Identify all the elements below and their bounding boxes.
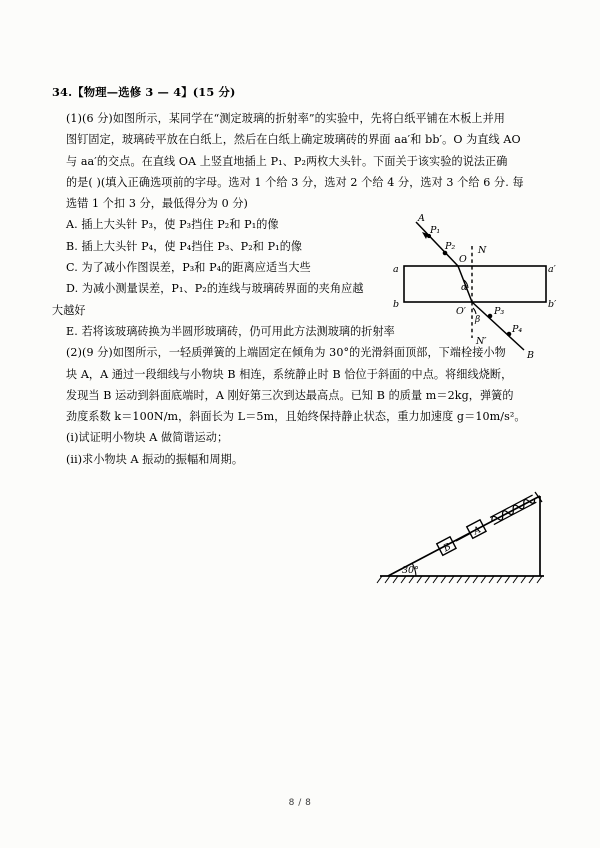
option-d-continued: 大越好 (52, 303, 86, 317)
part1-line-4: 的是( )(填入正确选项前的字母。选对 1 个给 3 分，选对 2 个给 4 分，选对 3 个给 6 分. 每 (66, 175, 524, 189)
label-normal-N-prime: N′ (476, 336, 487, 347)
block-b-label: B (441, 541, 453, 555)
label-incline-angle: 30° (402, 565, 419, 576)
pin3-dot (488, 314, 493, 319)
pin4-dot (507, 332, 512, 337)
part2-line-2: 块 A，A 通过一段细线与小物块 B 相连，系统静止时 B 恰位于斜面的中点。将细线烧断， (66, 367, 513, 381)
connecting-string (456, 533, 471, 541)
subquestion-ii: (ii)求小物块 A 振动的振幅和周期。 (66, 452, 244, 466)
option-b: B. 插上大头针 P₄，使 P₄挡住 P₃、P₂和 P₁的像 (66, 239, 303, 253)
glass-block-rect (404, 266, 546, 302)
label-angle-alpha: α (461, 283, 468, 293)
part2-line-1: (2)(9 分)如图所示，一轻质弹簧的上端固定在倾角为 30°的光滑斜面顶部，下端栓接小物 (66, 346, 506, 360)
label-surface-b: b (393, 299, 400, 310)
label-surface-b-prime: b′ (548, 299, 557, 310)
label-point-O: O (459, 254, 467, 265)
inclined-plane-figure (372, 488, 577, 596)
label-surface-a-prime: a′ (548, 264, 556, 275)
label-ray-end-B: B (527, 350, 534, 361)
part2-line-4: 劲度系数 k＝100N/m，斜面长为 L＝5m，且始终保持静止状态，重力加速度 g＝10m/s²。 (66, 410, 526, 424)
angle-beta-arc (473, 308, 476, 314)
page-footer (0, 798, 600, 808)
block-a-label: A (471, 524, 483, 538)
part2-line-3: 发现当 B 运动到斜面底端时，A 刚好第三次到达最高点。已知 B 的质量 m＝2kg，弹簧的 (66, 388, 514, 402)
glass-block-refraction-figure (372, 210, 562, 372)
label-surface-a: a (393, 264, 399, 275)
part1-line-3: 与 aa′的交点。在直线 OA 上竖直地插上 P₁、P₂两枚大头针。下面关于该实验的说法正确 (66, 154, 508, 168)
block-a (467, 520, 487, 539)
label-normal-N: N (478, 245, 487, 256)
label-angle-beta: β (475, 315, 481, 325)
spring-anchor (535, 492, 542, 502)
option-e: E. 若将该玻璃砖换为半圆形玻璃砖，仍可用此方法测玻璃的折射率 (66, 324, 395, 338)
part1-line-1: (1)(6 分)如图所示，某同学在“测定玻璃的折射率”的实验中，先将白纸平铺在木板上并用 (66, 111, 505, 125)
label-pin3: P₃ (494, 306, 505, 317)
page-number: 8 / 8 (288, 798, 312, 808)
block-b (437, 537, 457, 556)
question-heading (52, 84, 552, 101)
question-heading-text: 34.【物理—选修 3 — 4】(15 分) (52, 85, 236, 99)
part1-line-2: 图钉固定，玻璃砖平放在白纸上，然后在白纸上确定玻璃砖的界面 aa′和 bb′。O 为直线 AO (66, 133, 521, 147)
option-d: D. 为减小测量误差，P₁、P₂的连线与玻璃砖界面的夹角应越 (66, 282, 364, 296)
label-pin4: P₄ (512, 324, 523, 335)
option-a: A. 插上大头针 P₃，使 P₃挡住 P₂和 P₁的像 (66, 218, 279, 232)
part1-line-5: 选错 1 个扣 3 分，最低得分为 0 分) (66, 197, 248, 211)
subquestion-i: (i)试证明小物块 A 做简谐运动； (66, 431, 229, 445)
spring-coil (490, 495, 536, 524)
ground-hatching (377, 576, 542, 583)
label-pin2: P₂ (445, 241, 456, 252)
incline-svg (372, 488, 577, 596)
refraction-svg (372, 210, 562, 372)
option-c: C. 为了减小作图误差，P₃和 P₄的距离应适当大些 (66, 261, 311, 275)
label-pin1: P₁ (430, 225, 441, 236)
label-point-O-prime: O′ (456, 306, 466, 317)
label-ray-start-A: A (418, 213, 425, 224)
